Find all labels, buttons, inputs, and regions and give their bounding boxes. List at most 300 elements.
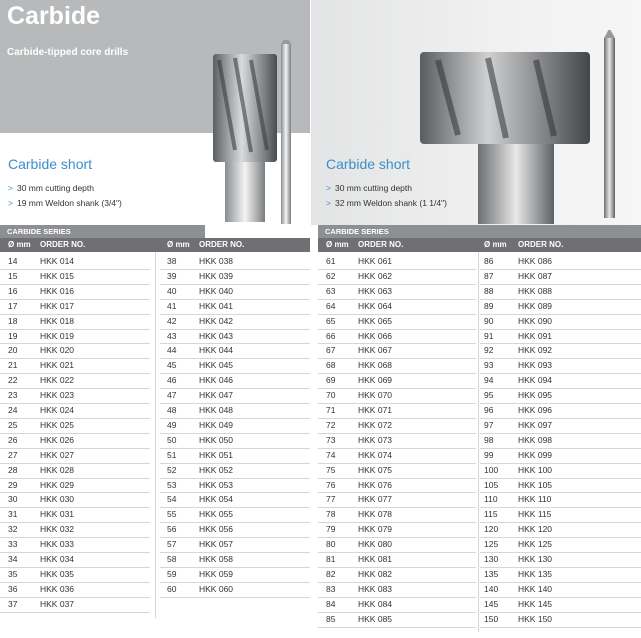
- row-rule: [0, 358, 150, 359]
- order-number-cell: HKK 083: [358, 583, 393, 594]
- row-rule: [318, 522, 476, 523]
- order-number-cell: HKK 100: [518, 464, 553, 475]
- order-number-cell: HKK 062: [358, 270, 393, 281]
- diameter-cell: 53: [167, 479, 177, 490]
- order-number-cell: HKK 048: [199, 405, 234, 415]
- diameter-cell: 145: [484, 598, 499, 609]
- row-rule: [480, 418, 641, 419]
- diameter-cell: 95: [484, 390, 494, 401]
- diameter-cell: 58: [167, 554, 177, 564]
- order-number-cell: HKK 058: [199, 554, 234, 564]
- order-number-cell: HKK 093: [518, 360, 553, 371]
- diameter-cell: 87: [484, 270, 494, 281]
- row-rule: [0, 612, 150, 613]
- row-rule: [480, 507, 641, 508]
- row-rule: [318, 418, 476, 419]
- order-number-cell: HKK 014: [40, 256, 75, 266]
- order-number-cell: HKK 073: [358, 434, 393, 445]
- order-number-cell: HKK 042: [199, 315, 234, 326]
- order-number-cell: HKK 060: [199, 583, 234, 594]
- diameter-cell: 88: [484, 285, 494, 296]
- diameter-cell: 33: [8, 539, 18, 550]
- row-rule: [480, 329, 641, 330]
- row-rule: [318, 433, 476, 434]
- diameter-cell: 49: [167, 419, 177, 430]
- order-number-cell: HKK 025: [40, 419, 75, 430]
- order-number-cell: HKK 061: [358, 256, 393, 266]
- diameter-cell: 140: [484, 583, 499, 594]
- order-number-cell: HKK 021: [40, 360, 75, 371]
- diameter-cell: 78: [326, 509, 336, 520]
- diameter-cell: 65: [326, 315, 336, 326]
- row-rule: [480, 552, 641, 553]
- order-number-cell: HKK 049: [199, 419, 234, 430]
- diameter-cell: 19: [8, 330, 18, 341]
- row-rule: [160, 388, 310, 389]
- order-number-cell: HKK 024: [40, 405, 75, 415]
- diameter-cell: 26: [8, 434, 18, 445]
- diameter-cell: 25: [8, 419, 18, 430]
- row-rule: [0, 537, 150, 538]
- diameter-cell: 110: [484, 494, 498, 505]
- diameter-cell: 48: [167, 405, 177, 415]
- row-rule: [318, 284, 476, 285]
- row-rule: [160, 567, 310, 568]
- row-rule: [480, 343, 641, 344]
- order-number-cell: HKK 091: [518, 330, 553, 341]
- row-rule: [318, 388, 476, 389]
- diameter-cell: 18: [8, 315, 18, 326]
- row-rule: [0, 567, 150, 568]
- order-number-cell: HKK 067: [358, 345, 393, 356]
- order-number-cell: HKK 115: [518, 509, 552, 520]
- diameter-cell: 68: [326, 360, 336, 371]
- row-rule: [160, 582, 310, 583]
- order-number-cell: HKK 094: [518, 375, 553, 386]
- diameter-cell: 72: [326, 419, 336, 430]
- diameter-cell: 46: [167, 375, 177, 386]
- diameter-cell: 90: [484, 315, 494, 326]
- order-number-cell: HKK 035: [40, 568, 75, 579]
- order-number-cell: HKK 077: [358, 494, 393, 505]
- diameter-cell: 43: [167, 330, 177, 341]
- diameter-cell: 47: [167, 390, 177, 401]
- row-rule: [160, 269, 310, 270]
- order-number-cell: HKK 084: [358, 598, 393, 609]
- order-number-cell: HKK 031: [40, 509, 75, 520]
- row-rule: [318, 597, 476, 598]
- order-number-cell: HKK 018: [40, 315, 75, 326]
- column-header-order-no: ORDER NO.: [40, 240, 86, 249]
- diameter-cell: 83: [326, 583, 336, 594]
- order-number-cell: HKK 075: [358, 464, 393, 475]
- order-number-cell: HKK 028: [40, 464, 75, 475]
- order-number-cell: HKK 015: [40, 270, 75, 281]
- order-number-cell: HKK 052: [199, 464, 234, 475]
- order-number-cell: HKK 068: [358, 360, 393, 371]
- diameter-cell: 135: [484, 568, 499, 579]
- diameter-cell: 115: [484, 509, 498, 520]
- row-rule: [318, 448, 476, 449]
- row-rule: [0, 418, 150, 419]
- order-number-cell: HKK 041: [199, 300, 234, 311]
- order-number-cell: HKK 065: [358, 315, 393, 326]
- large-core-drill-image: [418, 30, 638, 235]
- row-rule: [0, 299, 150, 300]
- diameter-cell: 105: [484, 479, 499, 490]
- row-rule: [160, 418, 310, 419]
- order-number-cell: HKK 089: [518, 300, 553, 311]
- diameter-cell: 125: [484, 539, 499, 550]
- row-rule: [0, 314, 150, 315]
- diameter-cell: 64: [326, 300, 336, 311]
- order-number-cell: HKK 050: [199, 434, 234, 445]
- diameter-cell: 42: [167, 315, 177, 326]
- diameter-cell: 76: [326, 479, 336, 490]
- column-header-diameter: Ø mm: [326, 240, 349, 249]
- order-number-cell: HKK 066: [358, 330, 393, 341]
- order-number-cell: HKK 019: [40, 330, 75, 341]
- diameter-cell: 66: [326, 330, 336, 341]
- row-rule: [160, 299, 310, 300]
- diameter-cell: 14: [8, 256, 18, 266]
- row-rule: [318, 612, 476, 613]
- diameter-cell: 61: [326, 256, 336, 266]
- row-rule: [480, 597, 641, 598]
- spec-cutting-depth-left: > 30 mm cutting depth: [8, 183, 94, 193]
- diameter-cell: 93: [484, 360, 494, 371]
- row-rule: [480, 448, 641, 449]
- diameter-cell: 150: [484, 613, 499, 624]
- diameter-cell: 91: [484, 330, 494, 341]
- diameter-cell: 63: [326, 285, 336, 296]
- diameter-cell: 55: [167, 509, 177, 520]
- row-rule: [0, 329, 150, 330]
- row-rule: [0, 522, 150, 523]
- diameter-cell: 80: [326, 539, 336, 550]
- order-number-cell: HKK 074: [358, 449, 393, 460]
- row-rule: [160, 329, 310, 330]
- column-header-diameter: Ø mm: [484, 240, 507, 249]
- diameter-cell: 21: [8, 360, 18, 371]
- row-rule: [160, 403, 310, 404]
- order-number-cell: HKK 125: [518, 539, 553, 550]
- order-number-cell: HKK 071: [358, 405, 393, 415]
- series-label-left: CARBIDE SERIES: [0, 225, 205, 238]
- diameter-cell: 92: [484, 345, 494, 356]
- row-rule: [160, 358, 310, 359]
- diameter-cell: 52: [167, 464, 177, 475]
- row-rule: [318, 343, 476, 344]
- row-rule: [480, 537, 641, 538]
- diameter-cell: 50: [167, 434, 177, 445]
- diameter-cell: 36: [8, 583, 18, 594]
- order-number-cell: HKK 070: [358, 390, 393, 401]
- order-number-cell: HKK 046: [199, 375, 234, 386]
- diameter-cell: 35: [8, 568, 18, 579]
- order-number-cell: HKK 072: [358, 419, 393, 430]
- diameter-cell: 39: [167, 270, 177, 281]
- diameter-cell: 120: [484, 524, 499, 535]
- diameter-cell: 60: [167, 583, 177, 594]
- row-rule: [160, 507, 310, 508]
- row-rule: [318, 463, 476, 464]
- order-number-cell: HKK 020: [40, 345, 75, 356]
- spec-cutting-depth-right: > 30 mm cutting depth: [326, 183, 412, 193]
- row-rule: [318, 358, 476, 359]
- row-rule: [318, 314, 476, 315]
- diameter-cell: 77: [326, 494, 336, 505]
- diameter-cell: 100: [484, 464, 499, 475]
- row-rule: [160, 597, 310, 598]
- order-number-cell: HKK 032: [40, 524, 75, 535]
- row-rule: [480, 522, 641, 523]
- order-number-cell: HKK 079: [358, 524, 393, 535]
- row-rule: [0, 552, 150, 553]
- order-number-cell: HKK 044: [199, 345, 234, 356]
- row-rule: [160, 448, 310, 449]
- row-rule: [318, 507, 476, 508]
- order-number-cell: HKK 081: [358, 554, 393, 564]
- diameter-cell: 73: [326, 434, 336, 445]
- row-rule: [160, 343, 310, 344]
- order-number-cell: HKK 043: [199, 330, 234, 341]
- order-number-cell: HKK 063: [358, 285, 393, 296]
- order-number-cell: HKK 026: [40, 434, 75, 445]
- row-rule: [480, 299, 641, 300]
- diameter-cell: 29: [8, 479, 18, 490]
- order-number-cell: HKK 040: [199, 285, 234, 296]
- diameter-cell: 17: [8, 300, 18, 311]
- row-rule: [480, 627, 641, 628]
- order-number-cell: HKK 051: [199, 449, 234, 460]
- diameter-cell: 32: [8, 524, 18, 535]
- row-rule: [160, 492, 310, 493]
- order-number-cell: HKK 080: [358, 539, 393, 550]
- order-number-cell: HKK 030: [40, 494, 75, 505]
- diameter-cell: 37: [8, 598, 18, 609]
- diameter-cell: 71: [326, 405, 336, 415]
- order-number-cell: HKK 095: [518, 390, 553, 401]
- row-rule: [318, 567, 476, 568]
- order-number-cell: HKK 092: [518, 345, 553, 356]
- order-number-cell: HKK 033: [40, 539, 75, 550]
- diameter-cell: 23: [8, 390, 18, 401]
- order-number-cell: HKK 053: [199, 479, 234, 490]
- order-number-cell: HKK 059: [199, 568, 234, 579]
- diameter-cell: 96: [484, 405, 494, 415]
- diameter-cell: 84: [326, 598, 336, 609]
- row-rule: [160, 373, 310, 374]
- order-number-cell: HKK 130: [518, 554, 553, 564]
- diameter-cell: 67: [326, 345, 336, 356]
- order-number-cell: HKK 029: [40, 479, 75, 490]
- row-rule: [0, 492, 150, 493]
- row-rule: [480, 403, 641, 404]
- row-rule: [480, 478, 641, 479]
- order-number-cell: HKK 098: [518, 434, 553, 445]
- order-number-cell: HKK 017: [40, 300, 75, 311]
- order-number-cell: HKK 087: [518, 270, 553, 281]
- diameter-cell: 75: [326, 464, 336, 475]
- order-number-cell: HKK 096: [518, 405, 553, 415]
- order-number-cell: HKK 022: [40, 375, 75, 386]
- spec-shank-right: > 32 mm Weldon shank (1 1/4"): [326, 198, 447, 208]
- order-number-cell: HKK 023: [40, 390, 75, 401]
- diameter-cell: 30: [8, 494, 18, 505]
- diameter-cell: 51: [167, 449, 177, 460]
- diameter-cell: 98: [484, 434, 494, 445]
- row-rule: [480, 492, 641, 493]
- order-number-cell: HKK 105: [518, 479, 553, 490]
- diameter-cell: 16: [8, 285, 18, 296]
- diameter-cell: 44: [167, 345, 177, 356]
- diameter-cell: 94: [484, 375, 494, 386]
- row-rule: [0, 582, 150, 583]
- row-rule: [0, 433, 150, 434]
- order-number-cell: HKK 090: [518, 315, 553, 326]
- row-rule: [318, 329, 476, 330]
- diameter-cell: 86: [484, 256, 494, 266]
- diameter-cell: 70: [326, 390, 336, 401]
- diameter-cell: 31: [8, 509, 18, 520]
- order-number-cell: HKK 036: [40, 583, 75, 594]
- row-rule: [318, 269, 476, 270]
- order-number-cell: HKK 039: [199, 270, 234, 281]
- row-rule: [160, 463, 310, 464]
- row-rule: [318, 373, 476, 374]
- row-rule: [0, 507, 150, 508]
- order-number-cell: HKK 045: [199, 360, 234, 371]
- row-rule: [0, 448, 150, 449]
- order-number-cell: HKK 069: [358, 375, 393, 386]
- page-subtitle: Carbide-tipped core drills: [7, 47, 129, 58]
- spec-shank-left: > 19 mm Weldon shank (3/4"): [8, 198, 122, 208]
- row-rule: [480, 314, 641, 315]
- diameter-cell: 45: [167, 360, 177, 371]
- row-rule: [480, 388, 641, 389]
- row-rule: [480, 269, 641, 270]
- row-rule: [480, 433, 641, 434]
- diameter-cell: 40: [167, 285, 177, 296]
- order-number-cell: HKK 016: [40, 285, 75, 296]
- row-rule: [318, 478, 476, 479]
- order-number-cell: HKK 057: [199, 539, 234, 550]
- order-number-cell: HKK 038: [199, 256, 234, 266]
- series-label-right: CARBIDE SERIES: [318, 225, 641, 238]
- order-number-cell: HKK 145: [518, 598, 553, 609]
- order-number-cell: HKK 064: [358, 300, 393, 311]
- order-number-cell: HKK 027: [40, 449, 75, 460]
- diameter-cell: 81: [326, 554, 336, 564]
- diameter-cell: 15: [8, 270, 18, 281]
- order-number-cell: HKK 078: [358, 509, 393, 520]
- row-rule: [160, 433, 310, 434]
- row-rule: [160, 537, 310, 538]
- row-rule: [318, 299, 476, 300]
- diameter-cell: 79: [326, 524, 336, 535]
- diameter-cell: 85: [326, 613, 336, 624]
- column-header-order-no: ORDER NO.: [518, 240, 564, 249]
- row-rule: [0, 478, 150, 479]
- row-rule: [318, 552, 476, 553]
- diameter-cell: 22: [8, 375, 18, 386]
- row-rule: [160, 478, 310, 479]
- page-title: Carbide: [7, 2, 101, 30]
- row-rule: [318, 627, 476, 628]
- row-rule: [480, 612, 641, 613]
- section-title-left: Carbide short: [8, 156, 93, 172]
- diameter-cell: 56: [167, 524, 177, 535]
- row-rule: [0, 284, 150, 285]
- row-rule: [480, 284, 641, 285]
- order-number-cell: HKK 110: [518, 494, 552, 505]
- diameter-cell: 130: [484, 554, 499, 564]
- diameter-cell: 62: [326, 270, 336, 281]
- order-number-cell: HKK 082: [358, 568, 393, 579]
- row-rule: [0, 597, 150, 598]
- diameter-cell: 54: [167, 494, 177, 505]
- diameter-cell: 82: [326, 568, 336, 579]
- order-number-cell: HKK 034: [40, 554, 75, 564]
- diameter-cell: 24: [8, 405, 18, 415]
- diameter-cell: 27: [8, 449, 18, 460]
- column-divider: [155, 252, 156, 618]
- column-divider: [478, 252, 479, 632]
- order-number-cell: HKK 135: [518, 568, 553, 579]
- row-rule: [160, 522, 310, 523]
- diameter-cell: 97: [484, 419, 494, 430]
- diameter-cell: 20: [8, 345, 18, 356]
- row-rule: [160, 314, 310, 315]
- row-rule: [318, 492, 476, 493]
- diameter-cell: 41: [167, 300, 177, 311]
- order-number-cell: HKK 120: [518, 524, 553, 535]
- order-number-cell: HKK 047: [199, 390, 234, 401]
- row-rule: [0, 403, 150, 404]
- order-number-cell: HKK 037: [40, 598, 75, 609]
- row-rule: [160, 284, 310, 285]
- row-rule: [480, 358, 641, 359]
- section-title-right: Carbide short: [326, 156, 411, 172]
- row-rule: [318, 582, 476, 583]
- row-rule: [480, 463, 641, 464]
- row-rule: [0, 463, 150, 464]
- order-number-cell: HKK 054: [199, 494, 234, 505]
- small-core-drill-image: [205, 40, 305, 235]
- order-number-cell: HKK 140: [518, 583, 553, 594]
- diameter-cell: 34: [8, 554, 18, 564]
- order-number-cell: HKK 055: [199, 509, 234, 520]
- diameter-cell: 69: [326, 375, 336, 386]
- order-number-cell: HKK 086: [518, 256, 553, 266]
- diameter-cell: 89: [484, 300, 494, 311]
- row-rule: [0, 343, 150, 344]
- order-number-cell: HKK 085: [358, 613, 393, 624]
- order-number-cell: HKK 150: [518, 613, 553, 624]
- diameter-cell: 59: [167, 568, 177, 579]
- row-rule: [318, 537, 476, 538]
- diameter-cell: 28: [8, 464, 18, 475]
- order-number-cell: HKK 097: [518, 419, 553, 430]
- diameter-cell: 99: [484, 449, 494, 460]
- order-number-cell: HKK 056: [199, 524, 234, 535]
- row-rule: [318, 403, 476, 404]
- column-header-order-no: ORDER NO.: [199, 240, 245, 249]
- column-header-diameter: Ø mm: [8, 240, 31, 249]
- row-rule: [480, 373, 641, 374]
- column-header-order-no: ORDER NO.: [358, 240, 404, 249]
